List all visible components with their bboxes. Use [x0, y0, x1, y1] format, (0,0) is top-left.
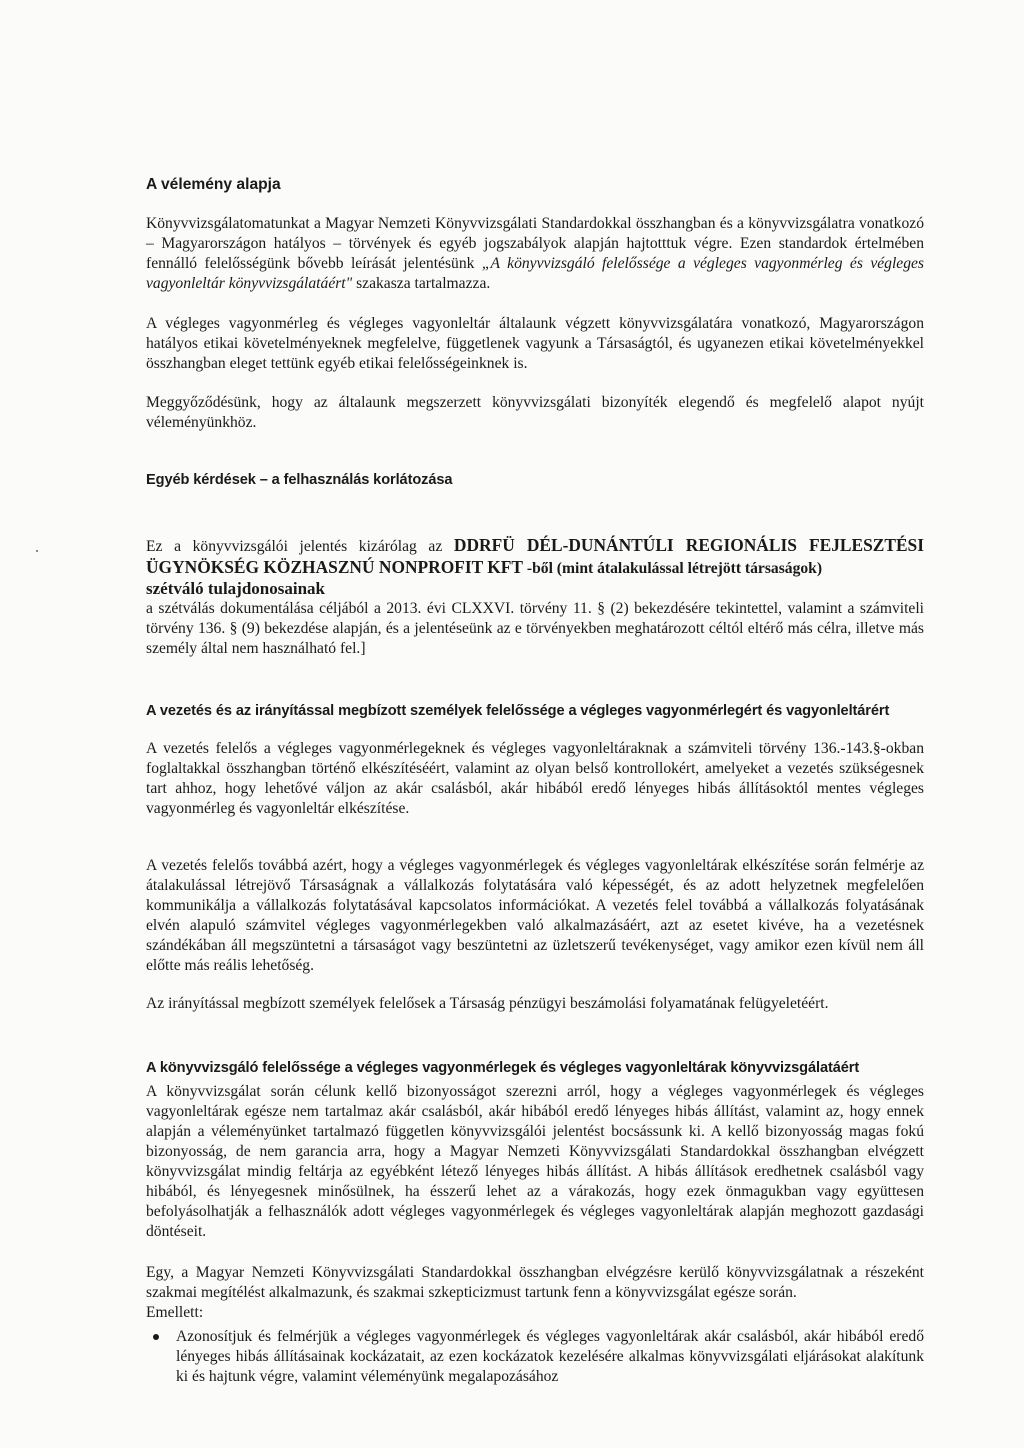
other-matters-lead: Ez a könyvvizsgálói jelentés kizárólag az	[146, 538, 454, 555]
opinion-basis-paragraph-2: A végleges vagyonmérleg és végleges vagyonleltár általaunk végzett könyvvizsgálatára vonatkozó, Magyarországon hatályos etikai követelményeknek megfelelve, függetlenek vagyunk a Társaságtól, és ugyanezen etikai követelményekkel összhangban eleget tettünk egyéb etikai felelősségeinknek is.	[146, 315, 924, 372]
owners-line: szétváló tulajdonosainak	[146, 579, 325, 598]
other-matters-rest: a szétválás dokumentálása céljából a 2013. évi CLXXVI. törvény 11. § (2) bekezdésére tekintettel, valamint a számviteli törvény 136. § (9) bekezdése alapján, és a jelentéseünk az e törvényekben meghatározott céltól eltérő más célra, illetve más személy által nem használható fel.]	[146, 600, 924, 657]
opinion-basis-paragraph-1	[146, 214, 924, 294]
list-item	[146, 1327, 924, 1387]
scan-dot	[36, 550, 38, 552]
list-item-text: Azonosítjuk és felmérjük a végleges vagyonmérlegek és végleges vagyonleltárak akár csalásból, akár hibából eredő lényeges hibás állításainak kockázatait, az ezen kockázatok kezelésére alkalmas könyvvizsgálati eljárásokat alakítunk ki és hajtunk végre, valamint véleményünk megalapozásához	[176, 1328, 924, 1385]
auditor-heading: A könyvvizsgáló felelőssége a végleges vagyonmérlegek és végleges vagyonleltárak könyvvizsgálatáért	[146, 1060, 860, 1076]
auditor-paragraph-1: A könyvvizsgálat során célunk kellő bizonyosságot szerezni arról, hogy a végleges vagyonmérlegek és végleges vagyonleltárak egésze nem tartalmaz akár csalásból, akár hibából eredő lényeges hibás állítást, valamint az, hogy ennek alapján a véleményünket tartalmazó független könyvvizsgálói jelentést bocsássunk ki. A kellő bizonyosság magas fokú bizonyosság, de nem garancia arra, hogy a Magyar Nemzeti Könyvvizsgálati Standardokkal összhangban elvégzett könyvvizsgálat mindig feltárja az egyébként létező lényeges hibás állítást. A hibás állítások eredhetnek csalásból vagy hibából, és lényegesnek minősülnek, ha ésszerű lehet az a várakozás, hogy ezek önmagukban vagy együttesen befolyásolhatják a felhasználók adott végleges vagyonmérlegek és végleges vagyonleltárak alapján meghozott gazdasági döntéseit.	[146, 1083, 924, 1240]
company-name: DDRFÜ DÉL-DUNÁNTÚLI REGIONÁLIS FEJLESZTÉSI ÜGYNÖKSÉG KÖZHASZNÚ NONPROFIT KFT	[146, 535, 925, 577]
management-paragraph-2: A vezetés felelős továbbá azért, hogy a végleges vagyonmérlegek és végleges vagyonleltárak elkészítése során felmérje az átalakulással létrejövő Társaságnak a vállalkozás folytatására való képességét, és az adott helyzetnek megfelelően kommunikálja a vállalkozás folytatásával kapcsolatos információkat. A vezetés felel továbbá a vállalkozás folyatásának elvén alapuló számvitel végleges vagyonmérlegekben való alkalmazásáért, azt az esetet kivéve, ha a vezetésnek szándékában áll megszüntetni a társaságot vagy beszüntetni az üzletszerű tevékenységet, vagy amikor ezen kívül nem áll előtte más reális lehetőség.	[146, 857, 924, 974]
opinion-basis-p1-tail: szakasza tartalmazza.	[352, 275, 491, 292]
auditor-bullet-list	[146, 1327, 924, 1387]
other-matters-heading: Egyéb kérdések – a felhasználás korlátozása	[146, 472, 453, 488]
auditor-paragraph-2-tail: Emellett:	[146, 1304, 204, 1321]
other-matters-paragraph	[146, 535, 924, 579]
opinion-basis-paragraph-3: Meggyőződésünk, hogy az általaunk megszerzett könyvvizsgálati bizonyíték elegendő és megfelelő alapot nyújt véleményünkhöz.	[146, 394, 924, 431]
opinion-basis-heading: A vélemény alapja	[146, 176, 281, 193]
bullet-icon	[153, 1334, 159, 1340]
management-paragraph-1: A vezetés felelős a végleges vagyonmérlegeknek és végleges vagyonleltáraknak a számviteli törvény 136.-143.§-okban foglaltakkal összhangban történő elkészítéséért, valamint az olyan belső kontrollokért, amelyeket a vezetés szükségesnek tart ahhoz, hogy lehetővé váljon az akár csalásból, akár hibából eredő lényeges hibás állításoktól mentes végleges vagyonmérleg és vagyonleltár elkészítése.	[146, 740, 924, 817]
opinion-basis-p1-italic: „A könyvvizsgáló felelőssége a végleges vagyonmérleg és végleges vagyonleltár könyvvizsgálatáért"	[146, 255, 924, 292]
management-heading: A vezetés és az irányítással megbízott személyek felelőssége a végleges vagyonmérlegért és vagyonleltárért	[146, 703, 890, 719]
management-paragraph-3: Az irányítással megbízott személyek felelősek a Társaság pénzügyi beszámolási folyamatának felügyeletéért.	[146, 995, 829, 1012]
company-suffix: -ből (mint átalakulással létrejött társaságok)	[523, 560, 823, 577]
opinion-basis-p1-text: Könyvvizsgálatomatunkat a Magyar Nemzeti Könyvvizsgálati Standardokkal összhangban és a könyvvizsgálatra vonatkozó – Magyarországon hatályos – törvények és egyéb jogszabályok alapján hajtotttuk végre. Ezen standardok értelmében fennálló felelősségünk bővebb leírását jelentésünk	[146, 215, 924, 272]
document-page	[146, 175, 924, 1387]
auditor-paragraph-2: Egy, a Magyar Nemzeti Könyvvizsgálati Standardokkal összhangban elvégzésre kerülő könyvvizsgálatnak a részeként szakmai megítélést alkalmazunk, és szakmai szkepticizmust tartunk fenn a könyvvizsgálat egésze során.	[146, 1264, 924, 1301]
